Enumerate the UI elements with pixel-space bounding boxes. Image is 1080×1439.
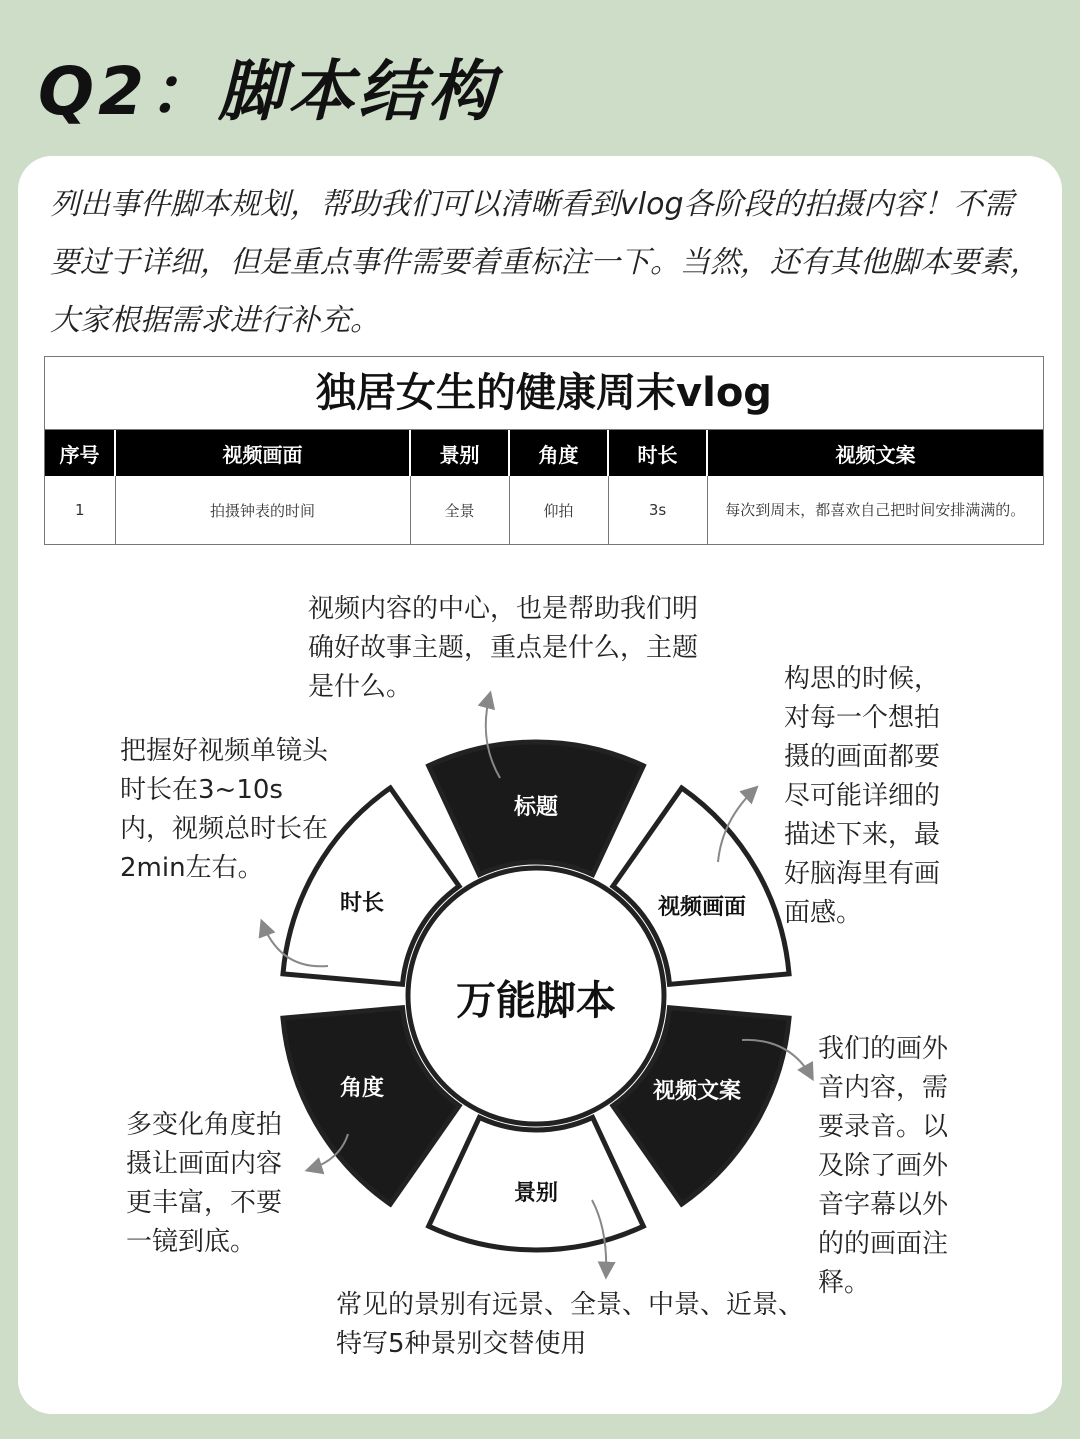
annotation-copy: 我们的画外音内容，需要录音。以及除了画外音字幕以外的的画面注释。 [818,1034,949,1298]
cell-angle: 仰拍 [509,476,608,544]
header-angle: 角度 [509,430,608,476]
segment-label-angle: 角度 [339,1076,385,1101]
annotation-visual: 构思的时候，对每一个想拍摄的画面都要尽可能详细的描述下来，最好脑海里有画面感。 [784,664,941,928]
cell-duration: 3s [608,476,707,544]
header-copy: 视频文案 [707,430,1043,476]
header-duration: 时长 [608,430,707,476]
center-label: 万能脚本 [456,978,616,1024]
segment-label-title: 标题 [513,795,559,820]
segment-label-visual: 视频画面 [657,895,747,920]
annotation-angle: 多变化角度拍摄让画面内容更丰富，不要一镜到底。 [126,1110,283,1257]
annotation-duration: 把握好视频单镜头时长在3~10s内，视频总时长在2min左右。 [120,736,329,883]
header-index: 序号 [45,430,115,476]
table-title: 独居女生的健康周末vlog [45,357,1043,430]
cell-shot: 全景 [410,476,509,544]
cell-visual: 拍摄钟表的时间 [115,476,410,544]
annotation-shot: 常见的景别有远景、全景、中景、近景、特写5种景别交替使用 [336,1290,805,1359]
segment-label-duration: 时长 [339,891,385,916]
cell-copy: 每次到周末，都喜欢自己把时间安排满满的。 [707,476,1043,544]
segment-label-copy: 视频文案 [652,1079,742,1104]
annotation-title: 视频内容的中心，也是帮助我们明确好故事主题，重点是什么，主题是什么。 [308,594,699,702]
header-shot: 景别 [410,430,509,476]
segment-label-shot: 景别 [513,1181,559,1206]
header-visual: 视频画面 [115,430,410,476]
page-title: Q2：脚本结构 [38,53,499,130]
cell-index: 1 [74,501,85,519]
intro-text: 列出事件脚本规划，帮助我们可以清晰看到vlog各阶段的拍摄内容！不需要过于详细，但是重点事件需要着重标注一下。当然，还有其他脚本要素，大家根据需求进行补充。 [50,187,1040,338]
